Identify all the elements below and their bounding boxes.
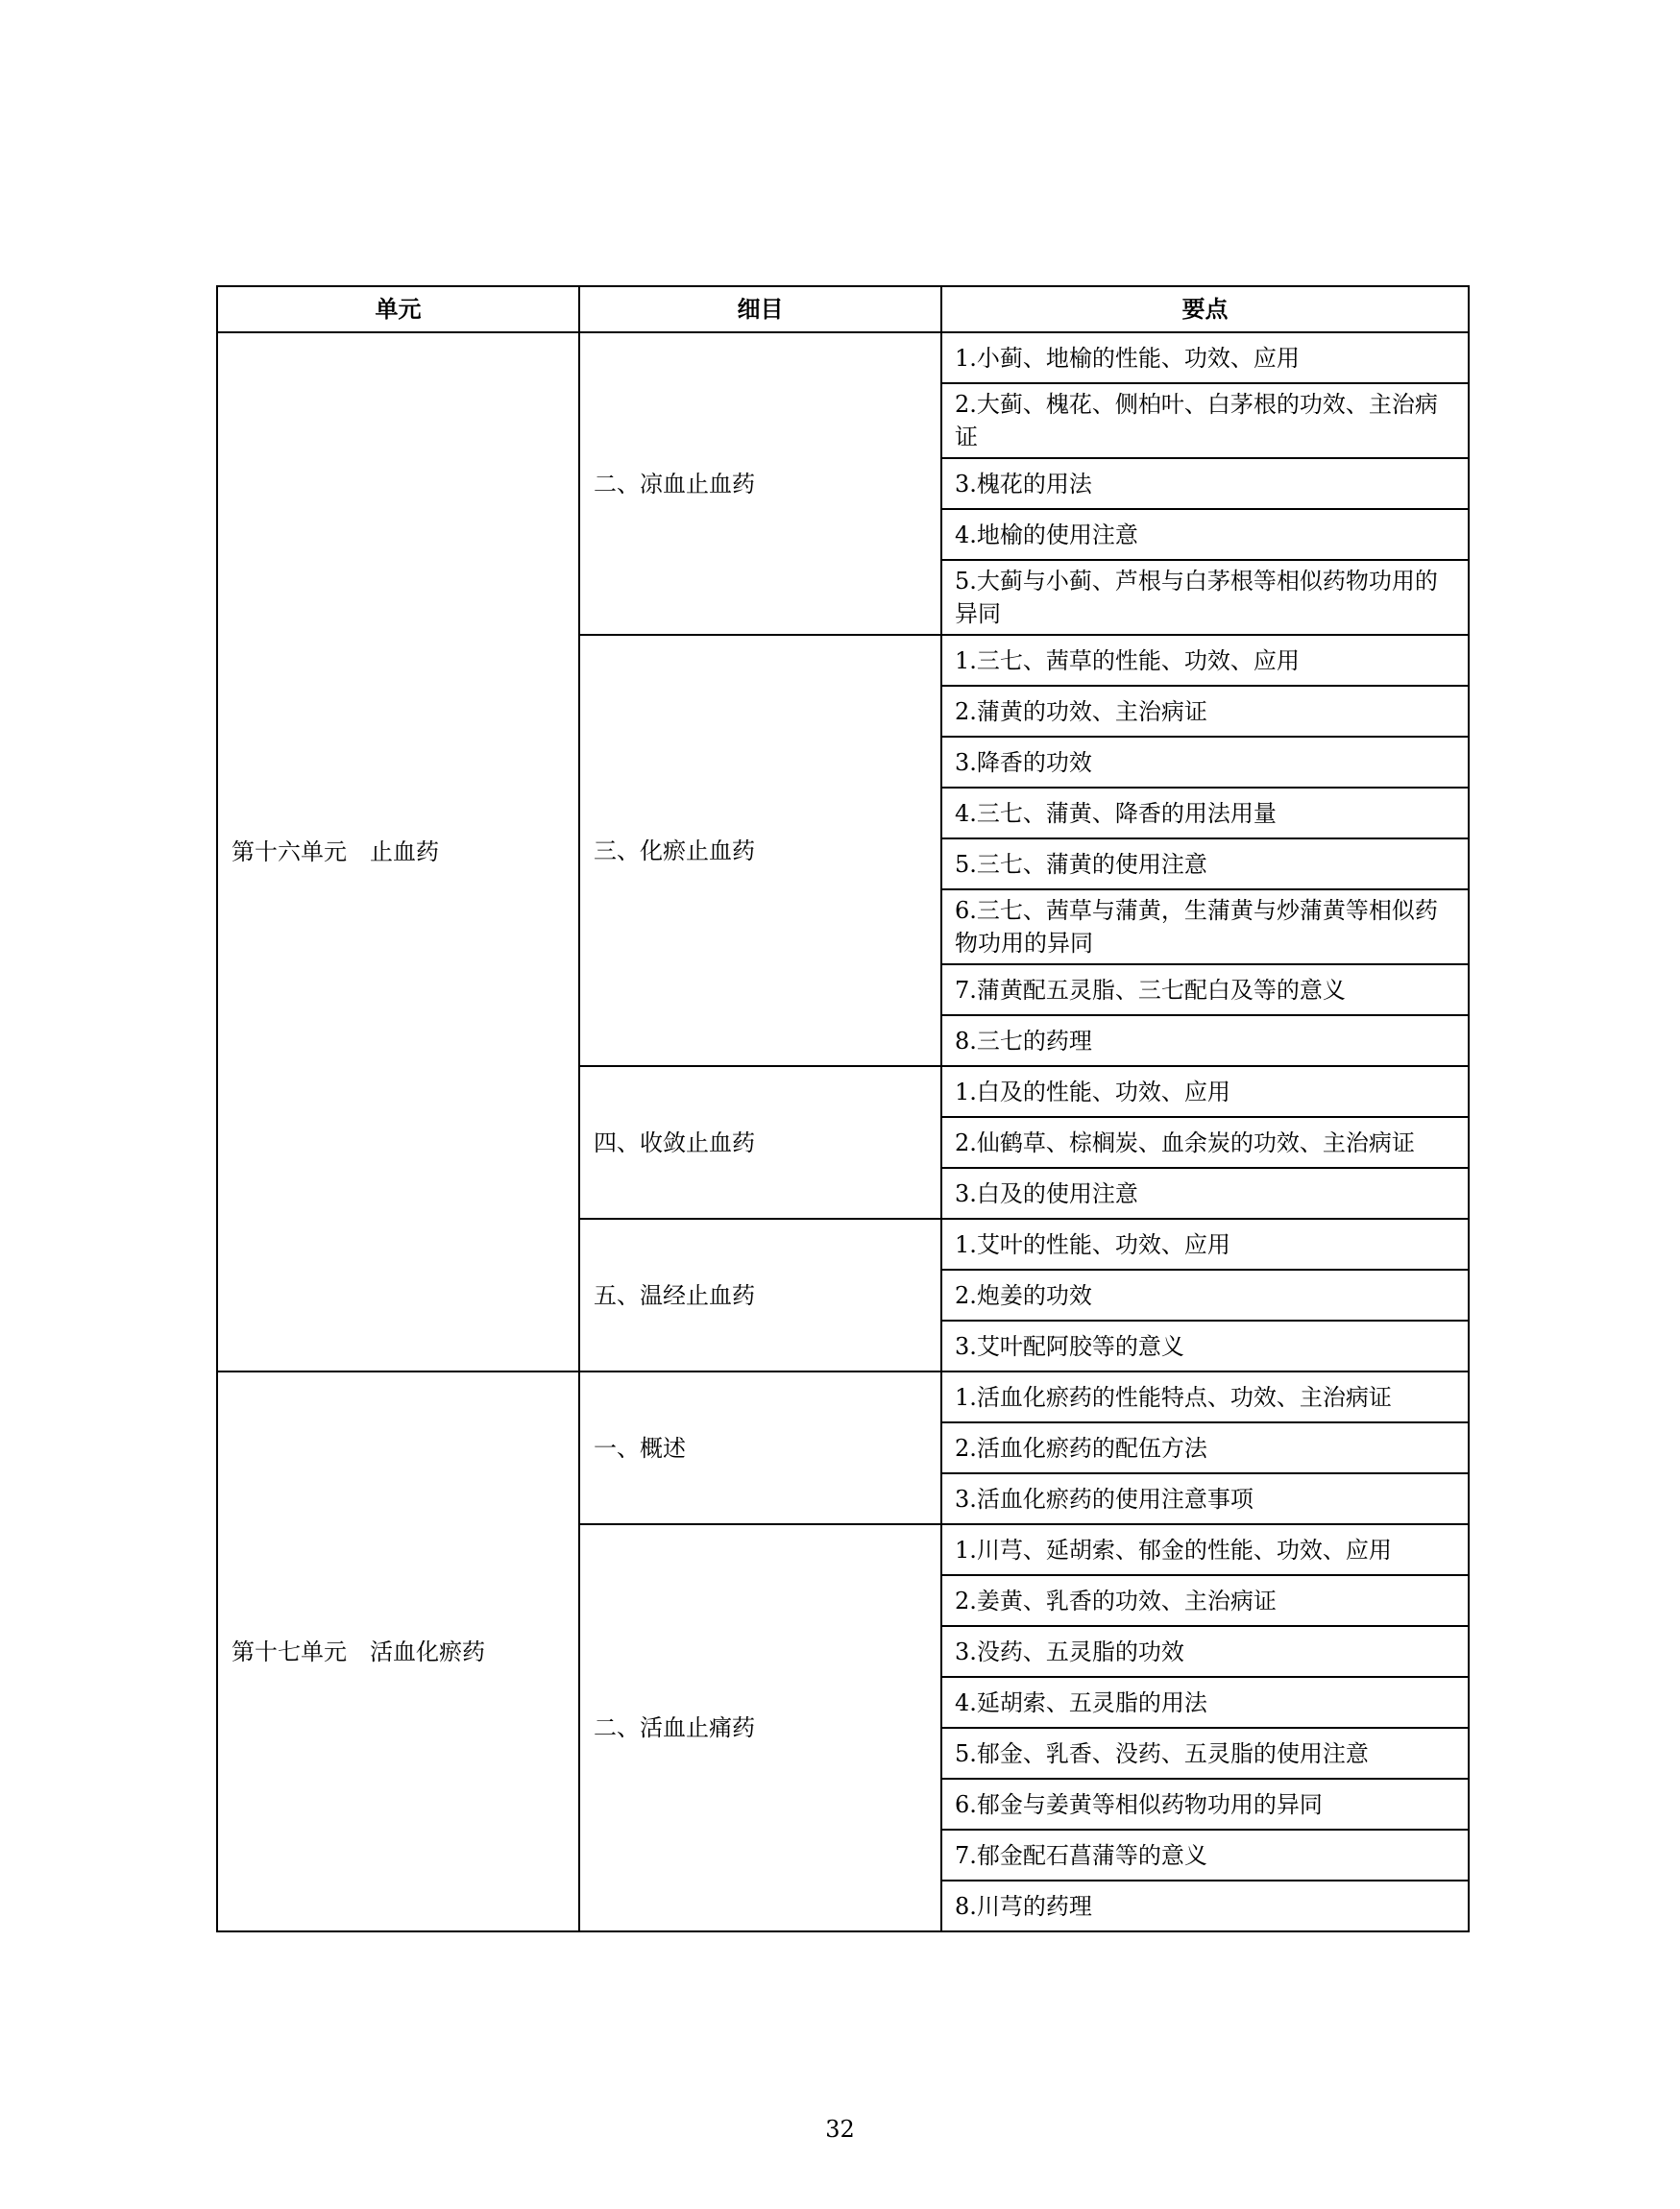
point-cell: 2.仙鹤草、棕榈炭、血余炭的功效、主治病证 bbox=[941, 1117, 1469, 1168]
point-cell: 6.三七、茜草与蒲黄，生蒲黄与炒蒲黄等相似药物功用的异同 bbox=[941, 889, 1469, 964]
page-number: 32 bbox=[825, 2116, 855, 2143]
point-cell: 1.白及的性能、功效、应用 bbox=[941, 1066, 1469, 1117]
subitem-cell: 三、化瘀止血药 bbox=[579, 635, 941, 1066]
subitem-cell: 二、凉血止血药 bbox=[579, 332, 941, 635]
unit-cell: 第十六单元 止血药 bbox=[217, 332, 579, 1372]
point-cell: 8.川芎的药理 bbox=[941, 1881, 1469, 1931]
subitem-cell: 五、温经止血药 bbox=[579, 1219, 941, 1372]
point-cell: 3.白及的使用注意 bbox=[941, 1168, 1469, 1219]
point-cell: 3.降香的功效 bbox=[941, 737, 1469, 788]
point-cell: 7.郁金配石菖蒲等的意义 bbox=[941, 1830, 1469, 1881]
header-subitem: 细目 bbox=[579, 286, 941, 332]
point-cell: 5.三七、蒲黄的使用注意 bbox=[941, 838, 1469, 889]
table-row bbox=[217, 1372, 1469, 1422]
point-cell: 3.活血化瘀药的使用注意事项 bbox=[941, 1473, 1469, 1524]
header-points: 要点 bbox=[941, 286, 1469, 332]
point-cell: 3.艾叶配阿胶等的意义 bbox=[941, 1321, 1469, 1372]
point-cell: 2.姜黄、乳香的功效、主治病证 bbox=[941, 1575, 1469, 1626]
subitem-cell: 四、收敛止血药 bbox=[579, 1066, 941, 1219]
table-row bbox=[217, 332, 1469, 383]
point-cell: 5.郁金、乳香、没药、五灵脂的使用注意 bbox=[941, 1728, 1469, 1779]
point-cell: 1.艾叶的性能、功效、应用 bbox=[941, 1219, 1469, 1270]
point-cell: 4.地榆的使用注意 bbox=[941, 509, 1469, 560]
point-cell: 3.没药、五灵脂的功效 bbox=[941, 1626, 1469, 1677]
point-cell: 1.川芎、延胡索、郁金的性能、功效、应用 bbox=[941, 1524, 1469, 1575]
point-cell: 4.延胡索、五灵脂的用法 bbox=[941, 1677, 1469, 1728]
point-cell: 5.大蓟与小蓟、芦根与白茅根等相似药物功用的异同 bbox=[941, 560, 1469, 635]
point-cell: 1.三七、茜草的性能、功效、应用 bbox=[941, 635, 1469, 686]
point-cell: 2.炮姜的功效 bbox=[941, 1270, 1469, 1321]
point-cell: 1.活血化瘀药的性能特点、功效、主治病证 bbox=[941, 1372, 1469, 1422]
header-row bbox=[217, 286, 1469, 332]
point-cell: 7.蒲黄配五灵脂、三七配白及等的意义 bbox=[941, 964, 1469, 1015]
subitem-cell: 一、概述 bbox=[579, 1372, 941, 1524]
syllabus-table bbox=[216, 285, 1470, 1932]
point-cell: 8.三七的药理 bbox=[941, 1015, 1469, 1066]
point-cell: 6.郁金与姜黄等相似药物功用的异同 bbox=[941, 1779, 1469, 1830]
point-cell: 2.大蓟、槐花、侧柏叶、白茅根的功效、主治病证 bbox=[941, 383, 1469, 458]
unit-cell: 第十七单元 活血化瘀药 bbox=[217, 1372, 579, 1931]
point-cell: 2.活血化瘀药的配伍方法 bbox=[941, 1422, 1469, 1473]
header-unit: 单元 bbox=[217, 286, 579, 332]
point-cell: 3.槐花的用法 bbox=[941, 458, 1469, 509]
point-cell: 1.小蓟、地榆的性能、功效、应用 bbox=[941, 332, 1469, 383]
subitem-cell: 二、活血止痛药 bbox=[579, 1524, 941, 1931]
point-cell: 4.三七、蒲黄、降香的用法用量 bbox=[941, 788, 1469, 838]
point-cell: 2.蒲黄的功效、主治病证 bbox=[941, 686, 1469, 737]
